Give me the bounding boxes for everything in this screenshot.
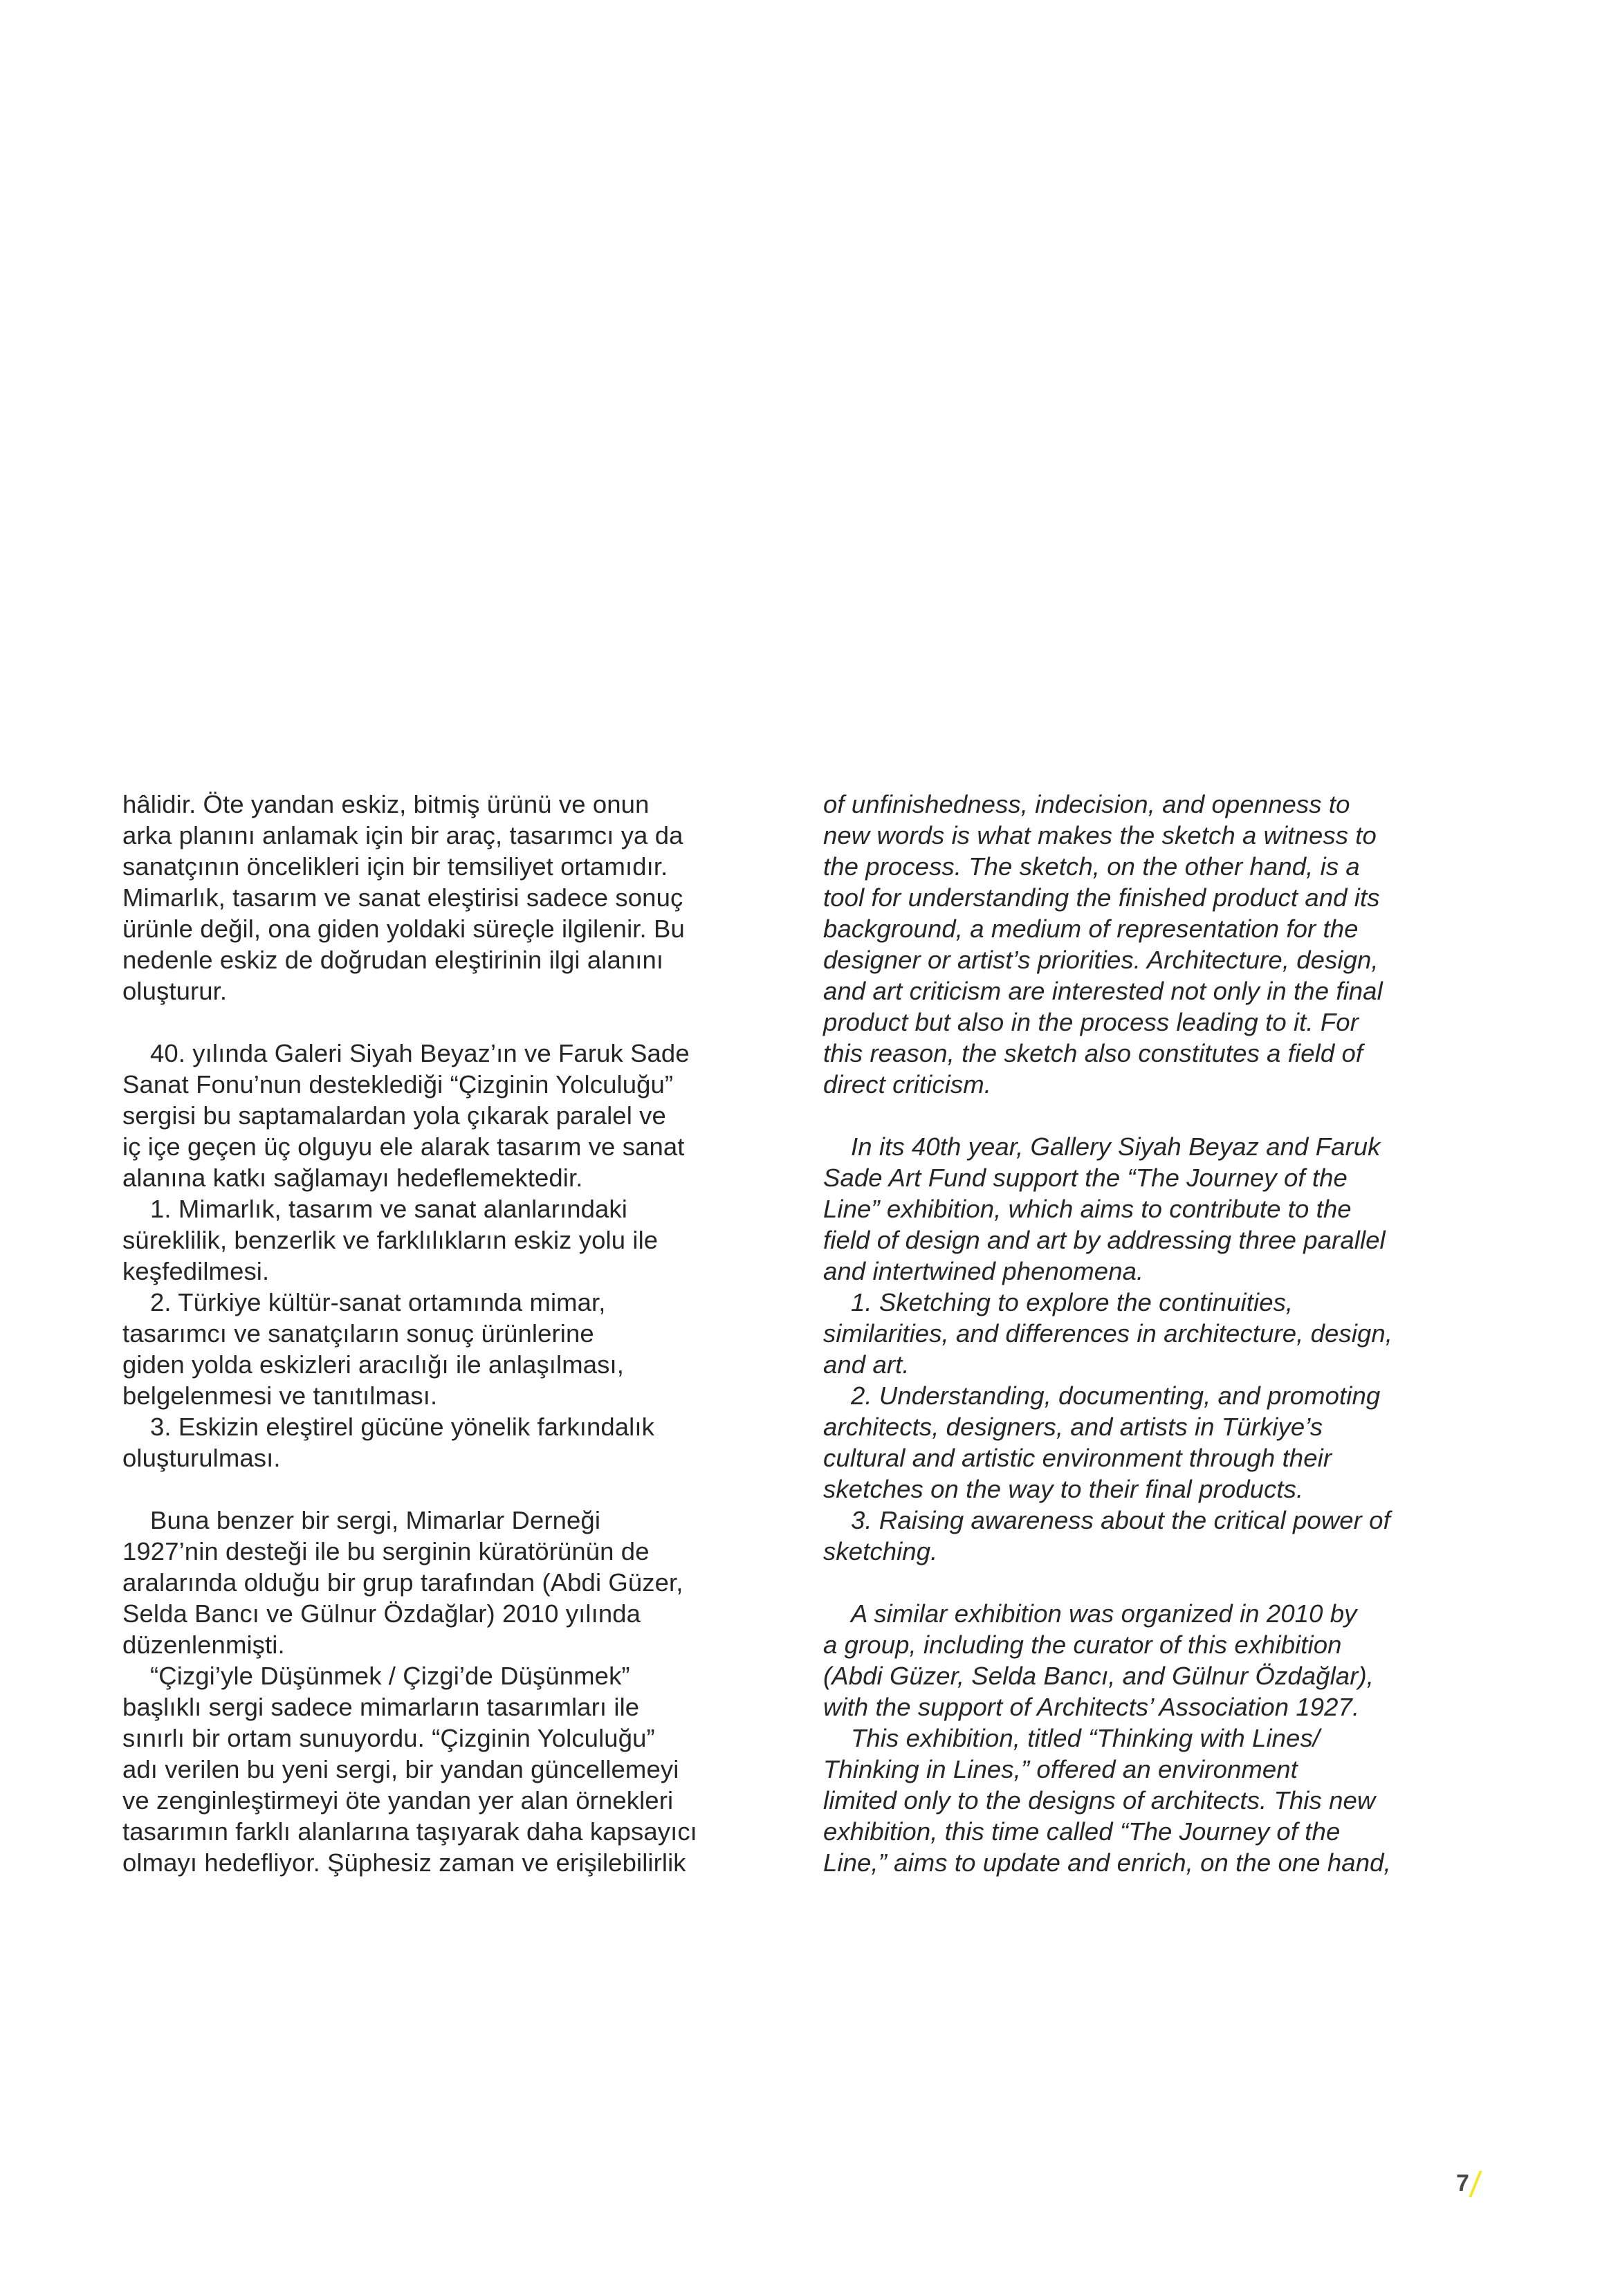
text-line: sketching.	[823, 1537, 938, 1565]
text-line: adı verilen bu yeni sergi, bir yandan güncellemeyi	[122, 1755, 679, 1783]
text-line: 1. Sketching to explore the continuities,	[851, 1288, 1294, 1316]
paragraph	[122, 789, 787, 1007]
text-line: 1927’nin desteği ile bu serginin küratörünün de	[122, 1537, 650, 1565]
slash-accent-icon	[1469, 2171, 1482, 2197]
text-line: Line” exhibition, which aims to contribute to the	[823, 1195, 1352, 1223]
text-line: of unfinishedness, indecision, and openness to	[823, 790, 1350, 818]
text-line: arka planını anlamak için bir araç, tasarımcı ya da	[122, 821, 683, 849]
paragraph	[823, 1598, 1501, 1878]
text-line: 1. Mimarlık, tasarım ve sanat alanlarındaki	[150, 1195, 627, 1223]
left-column-turkish	[122, 789, 787, 1909]
text-line: Selda Bancı ve Gülnur Özdağlar) 2010 yılında	[122, 1599, 641, 1628]
text-line: tool for understanding the finished product and its	[823, 883, 1380, 912]
text-line: Sanat Fonu’nun desteklediği “Çizginin Yolculuğu”	[122, 1070, 674, 1099]
paragraph-continuation	[122, 1660, 787, 1878]
text-line: Thinking in Lines,” offered an environment	[823, 1755, 1298, 1783]
text-line: sınırlı bir ortam sunuyordu. “Çizginin Yolculuğu”	[122, 1724, 655, 1752]
text-line: oluşturur.	[122, 977, 228, 1005]
text-line: similarities, and differences in architecture, design,	[823, 1319, 1392, 1348]
text-line: oluşturulması.	[122, 1444, 281, 1472]
text-line: and intertwined phenomena.	[823, 1257, 1144, 1285]
text-line: alanına katkı sağlamayı hedeflemektedir.	[122, 1164, 583, 1192]
page-number: 7	[1456, 2170, 1469, 2196]
paragraph	[823, 789, 1501, 1100]
text-line: aralarında olduğu bir grup tarafından (Abdi Güzer,	[122, 1568, 683, 1597]
text-line: background, a medium of representation for the	[823, 915, 1359, 943]
list-item	[122, 1287, 787, 1411]
list-item	[823, 1505, 1501, 1567]
text-line: başlıklı sergi sadece mimarların tasarımları ile	[122, 1693, 640, 1721]
text-line: 3. Raising awareness about the critical power of	[851, 1506, 1390, 1534]
text-line: Mimarlık, tasarım ve sanat eleştirisi sadece sonuç	[122, 883, 683, 912]
text-line: tasarımın farklı alanlarına taşıyarak daha kapsayıcı	[122, 1817, 697, 1846]
text-line: designer or artist’s priorities. Architecture, design,	[823, 946, 1379, 974]
paragraph-body	[122, 1038, 787, 1193]
text-line: iç içe geçen üç olguyu ele alarak tasarım ve sanat	[122, 1132, 685, 1161]
text-line: keşfedilmesi.	[122, 1257, 270, 1285]
text-line: Line,” aims to update and enrich, on the one hand,	[823, 1848, 1391, 1877]
list-item	[122, 1411, 787, 1473]
text-line: this reason, the sketch also constitutes a field of	[823, 1039, 1363, 1067]
paragraph-body	[823, 1131, 1501, 1287]
text-line: ürünle değil, ona giden yoldaki süreçle ilgilenir. Bu	[122, 915, 685, 943]
text-line: architects, designers, and artists in Türkiye’s	[823, 1413, 1323, 1441]
text-line: “Çizgi’yle Düşünmek / Çizgi’de Düşünmek”	[150, 1662, 630, 1690]
text-line: sergisi bu saptamalardan yola çıkarak paralel ve	[122, 1101, 666, 1130]
text-line: hâlidir. Öte yandan eskiz, bitmiş ürünü ve onun	[122, 790, 650, 818]
text-line: sketches on the way to their final products.	[823, 1475, 1304, 1503]
list-item	[823, 1380, 1501, 1505]
text-line: a group, including the curator of this exhibition	[823, 1631, 1342, 1659]
text-line: Buna benzer bir sergi, Mimarlar Derneği	[150, 1506, 601, 1534]
text-line: belgelenmesi ve tanıtılması.	[122, 1381, 438, 1410]
text-line: with the support of Architects’ Association 1927.	[823, 1693, 1360, 1721]
text-line: olmayı hedefliyor. Şüphesiz zaman ve erişilebilirlik	[122, 1848, 686, 1877]
paragraph-body	[823, 789, 1501, 1100]
text-line: In its 40th year, Gallery Siyah Beyaz and Faruk	[851, 1132, 1381, 1161]
text-line: direct criticism.	[823, 1070, 992, 1099]
text-line: and art.	[823, 1350, 910, 1379]
paragraph-continuation	[823, 1723, 1501, 1878]
text-line: nedenle eskiz de doğrudan eleştirinin ilgi alanını	[122, 946, 664, 974]
text-line: and art criticism are interested not only in the final	[823, 977, 1383, 1005]
text-line: A similar exhibition was organized in 2010 by	[851, 1599, 1357, 1628]
list-item	[823, 1287, 1501, 1380]
text-line: sanatçının öncelikleri için bir temsiliyet ortamıdır.	[122, 852, 668, 881]
text-line: cultural and artistic environment through their	[823, 1444, 1332, 1472]
text-line: ve zenginleştirmeyi öte yandan yer alan örnekleri	[122, 1786, 674, 1815]
text-line: giden yolda eskizleri aracılığı ile anlaşılması,	[122, 1350, 624, 1379]
text-line: 2. Understanding, documenting, and promoting	[851, 1381, 1381, 1410]
text-line: Sade Art Fund support the “The Journey of the	[823, 1164, 1348, 1192]
paragraph-body	[122, 789, 787, 1007]
text-line: new words is what makes the sketch a witness to	[823, 821, 1377, 849]
text-line: tasarımcı ve sanatçıların sonuç ürünlerine	[122, 1319, 594, 1348]
text-line: 3. Eskizin eleştirel gücüne yönelik farkındalık	[150, 1413, 654, 1441]
text-line: 2. Türkiye kültür-sanat ortamında mimar,	[150, 1288, 606, 1316]
text-line: (Abdi Güzer, Selda Bancı, and Gülnur Özdağlar),	[823, 1662, 1374, 1690]
paragraph-body	[122, 1505, 787, 1660]
text-line: exhibition, this time called “The Journey of the	[823, 1817, 1341, 1846]
paragraph-body	[823, 1598, 1501, 1723]
text-line: the process. The sketch, on the other hand, is a	[823, 852, 1360, 881]
text-line: düzenlenmişti.	[122, 1631, 285, 1659]
paragraph	[122, 1038, 787, 1473]
paragraph	[823, 1131, 1501, 1567]
text-line: süreklilik, benzerlik ve farklılıkların eskiz yolu ile	[122, 1226, 659, 1254]
paragraph	[122, 1505, 787, 1878]
list-item	[122, 1193, 787, 1287]
text-line: 40. yılında Galeri Siyah Beyaz’ın ve Faruk Sade	[150, 1039, 690, 1067]
text-line: limited only to the designs of architects. This new	[823, 1786, 1376, 1815]
right-column-english	[823, 789, 1501, 1909]
text-line: This exhibition, titled “Thinking with Lines/	[851, 1724, 1321, 1752]
text-line: product but also in the process leading to it. For	[823, 1008, 1359, 1036]
text-line: field of design and art by addressing three parallel	[823, 1226, 1386, 1254]
